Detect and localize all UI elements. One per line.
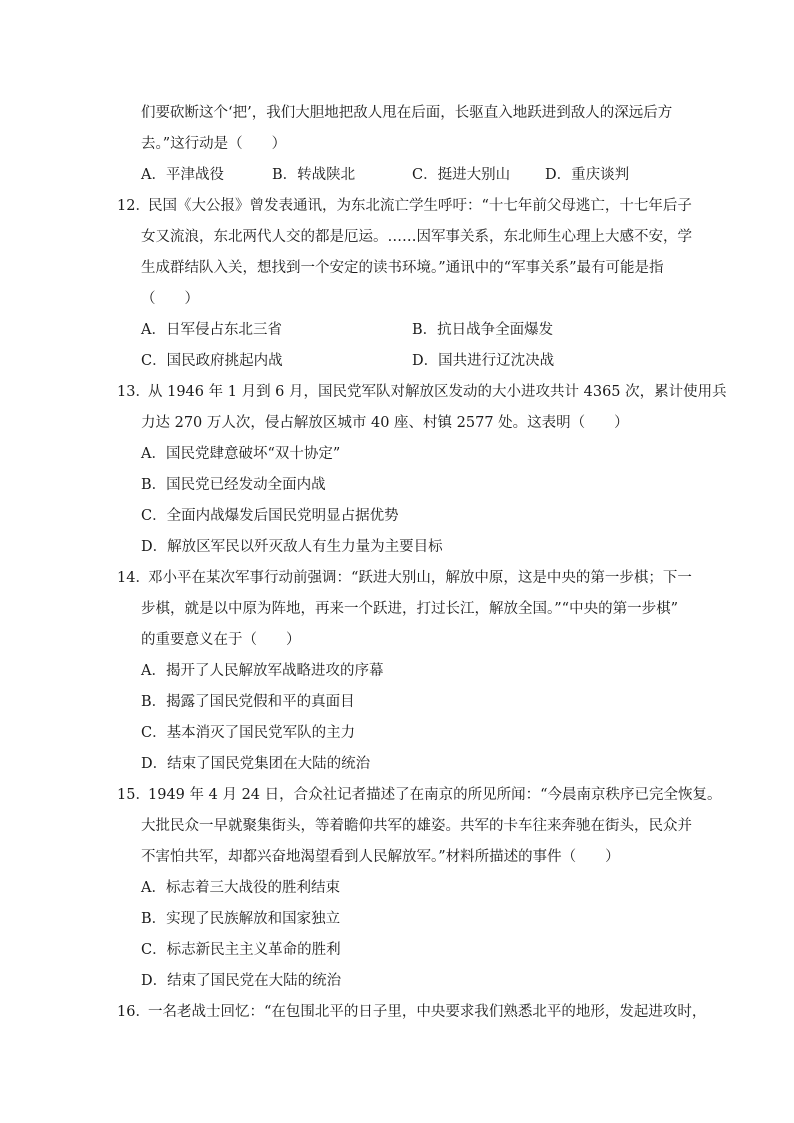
q14-option-d[interactable]: D．结束了国民党集团在大陆的统治 [141,756,371,772]
q11-option-a[interactable]: A．平津战役 [141,167,224,183]
q13-text-line-1: 从 1946 年 1 月到 6 月，国民党军队对解放区发动的大小进攻共计 4365 次，累计使用兵 [148,384,727,400]
q16-text-line-1: 一名老战士回忆：“在包围北平的日子里，中央要求我们熟悉北平的地形，发起进攻时， [148,1004,707,1020]
q12-text-line-3: 生成群结队入关，想找到一个安定的读书环境。”通讯中的“军事关系”最有可能是指 [141,260,664,276]
q13-number: 13． [117,384,150,400]
q14-option-c[interactable]: C．基本消灭了国民党军队的主力 [141,725,356,741]
q11-text-line-2: 去。”这行动是（ ） [141,136,287,152]
q14-option-a[interactable]: A．揭开了人民解放军战略进攻的序幕 [141,663,384,679]
q12-option-b[interactable]: B．抗日战争全面爆发 [412,322,554,338]
q13-option-a[interactable]: A．国民党肆意破坏“双十协定” [141,446,341,462]
q12-option-a[interactable]: A．日军侵占东北三省 [141,322,282,338]
q12-text-line-2: 女又流浪，东北两代人交的都是厄运。……因军事关系，东北师生心理上大感不安，学 [141,229,692,245]
q12-option-c[interactable]: C．国民政府挑起内战 [141,353,283,369]
q13-option-b[interactable]: B．国民党已经发动全面内战 [141,477,326,493]
q15-text-line-3: 不害怕共军，却都兴奋地渴望看到人民解放军。”材料所描述的事件（ ） [141,849,620,865]
q14-text-line-3: 的重要意义在于（ ） [141,632,301,648]
q15-option-b[interactable]: B．实现了民族解放和国家独立 [141,911,341,927]
q13-option-c[interactable]: C．全面内战爆发后国民党明显占据优势 [141,508,399,524]
q14-text-line-1: 邓小平在某次军事行动前强调：“跃进大别山，解放中原，这是中央的第一步棋；下一 [148,570,692,586]
q14-text-line-2: 步棋，就是以中原为阵地，再来一个跃进，打过长江，解放全国。”“中央的第一步棋” [141,601,678,617]
q15-text-line-2: 大批民众一早就聚集街头，等着瞻仰共军的雄姿。共军的卡车往来奔驰在街头，民众并 [141,818,692,834]
q15-text-line-1: 1949 年 4 月 24 日，合众社记者描述了在南京的所见所闻：“今晨南京秩序已完全恢复。 [148,787,722,803]
q13-text-line-2: 力达 270 万人次，侵占解放区城市 40 座、村镇 2577 处。这表明（ ） [141,415,629,431]
q11-option-d[interactable]: D．重庆谈判 [545,167,630,183]
q12-option-d[interactable]: D．国共进行辽沈决战 [412,353,555,369]
q15-number: 15． [117,787,150,803]
q16-number: 16． [117,1004,150,1020]
q12-text-line-1: 民国《大公报》曾发表通讯，为东北流亡学生呼吁：“十七年前父母逃亡，十七年后子 [148,198,692,214]
q14-number: 14． [117,570,150,586]
q12-text-line-4: （ ） [141,291,199,307]
q14-option-b[interactable]: B．揭露了国民党假和平的真面目 [141,694,355,710]
q13-option-d[interactable]: D．解放区军民以歼灭敌人有生力量为主要目标 [141,539,443,555]
q11-option-b[interactable]: B．转战陕北 [272,167,356,183]
q12-number: 12． [117,198,150,214]
q15-option-c[interactable]: C．标志新民主主义革命的胜利 [141,942,341,958]
q15-option-d[interactable]: D．结束了国民党在大陆的统治 [141,973,342,989]
q11-option-c[interactable]: C．挺进大别山 [412,167,511,183]
q11-text-line-1: 们要砍断这个‘把’，我们大胆地把敌人甩在后面，长驱直入地跃进到敌人的深远后方 [141,105,673,121]
q15-option-a[interactable]: A．标志着三大战役的胜利结束 [141,880,340,896]
